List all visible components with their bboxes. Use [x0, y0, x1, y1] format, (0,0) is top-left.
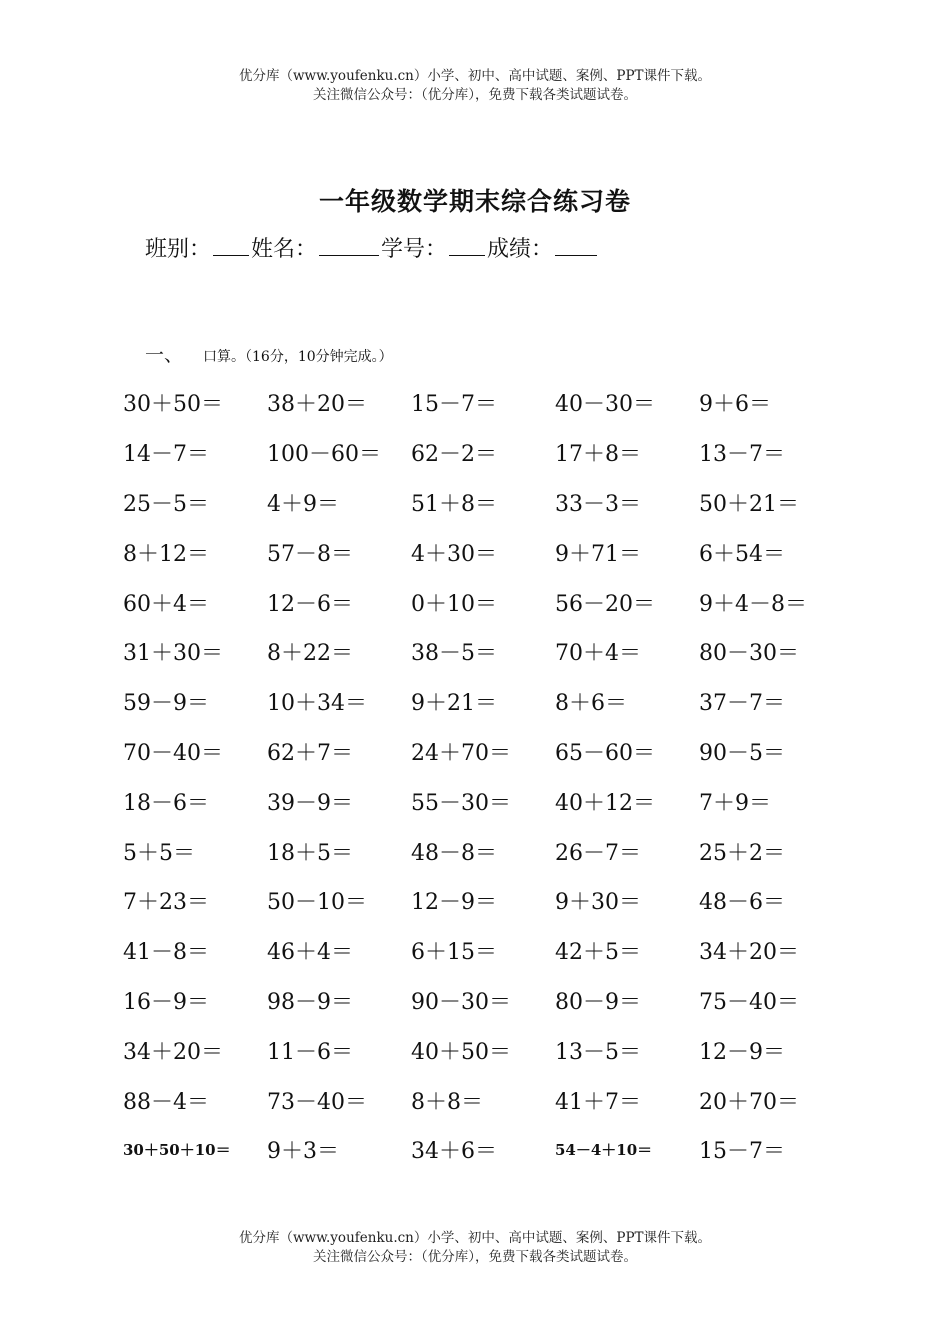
problem-row [123, 727, 843, 777]
arithmetic-problem: 33－3＝ [555, 491, 641, 517]
arithmetic-problem: 60＋4＝ [123, 591, 209, 617]
arithmetic-problem: 24＋70＝ [411, 740, 511, 766]
arithmetic-problem: 18＋5＝ [267, 840, 353, 866]
arithmetic-problem: 30＋50＋10＝ [123, 1141, 231, 1160]
problem-row [123, 378, 843, 428]
student-info-row [145, 232, 599, 263]
arithmetic-problem: 54－4＋10＝ [555, 1141, 653, 1160]
arithmetic-problem: 34＋20＝ [123, 1039, 223, 1065]
arithmetic-problem: 80－30＝ [699, 641, 799, 667]
arithmetic-problem: 25＋2＝ [699, 840, 785, 866]
number-label: 学号： [381, 237, 448, 262]
arithmetic-problem: 12－9＝ [699, 1039, 785, 1065]
arithmetic-problem: 41＋7＝ [555, 1089, 641, 1115]
arithmetic-problem: 34＋6＝ [411, 1139, 497, 1165]
arithmetic-problem: 13－7＝ [699, 442, 785, 468]
arithmetic-problem: 51＋8＝ [411, 491, 497, 517]
problem-row [123, 826, 843, 876]
arithmetic-problem: 56－20＝ [555, 591, 655, 617]
footer-banner-line-1: 优分库（www.youfenku.cn）小学、初中、高中试题、案例、PPT课件下载。 [238, 1230, 712, 1246]
arithmetic-problem: 40＋12＝ [555, 790, 655, 816]
arithmetic-problem: 34＋20＝ [699, 940, 799, 966]
arithmetic-problem: 70－40＝ [123, 740, 223, 766]
arithmetic-problem: 0＋10＝ [411, 591, 497, 617]
arithmetic-problem: 9＋71＝ [555, 541, 641, 567]
arithmetic-problem: 90－5＝ [699, 740, 785, 766]
section-heading [145, 340, 393, 367]
arithmetic-problem: 25－5＝ [123, 491, 209, 517]
section-description: 口算。（16分，10分钟完成。） [203, 349, 393, 365]
arithmetic-problem: 4＋9＝ [267, 491, 339, 517]
arithmetic-problem: 55－30＝ [411, 790, 511, 816]
arithmetic-problem: 7＋23＝ [123, 890, 209, 916]
problem-row [123, 1075, 843, 1125]
arithmetic-problem: 11－6＝ [267, 1039, 353, 1065]
arithmetic-problem: 12－9＝ [411, 890, 497, 916]
problem-row [123, 876, 843, 926]
problem-row [123, 428, 843, 478]
arithmetic-problem: 14－7＝ [123, 442, 209, 468]
arithmetic-problem: 6＋15＝ [411, 940, 497, 966]
arithmetic-problem: 9＋4－8＝ [699, 591, 807, 617]
problem-row [123, 776, 843, 826]
arithmetic-problem: 15－7＝ [411, 392, 497, 418]
arithmetic-problem: 40＋50＝ [411, 1039, 511, 1065]
arithmetic-problem: 5＋5＝ [123, 840, 195, 866]
arithmetic-problem: 75－40＝ [699, 989, 799, 1015]
arithmetic-problem: 62＋7＝ [267, 740, 353, 766]
arithmetic-problem: 73－40＝ [267, 1089, 367, 1115]
arithmetic-problem: 26－7＝ [555, 840, 641, 866]
problem-row [123, 577, 843, 627]
arithmetic-problem: 62－2＝ [411, 442, 497, 468]
arithmetic-problem: 30＋50＝ [123, 392, 223, 418]
arithmetic-problem: 8＋6＝ [555, 691, 627, 717]
arithmetic-problem: 8＋12＝ [123, 541, 209, 567]
arithmetic-problem: 13－5＝ [555, 1039, 641, 1065]
problem-grid [123, 378, 843, 1175]
page-title: 一年级数学期末综合练习卷 [318, 187, 631, 216]
number-blank[interactable] [449, 233, 485, 256]
problem-row [123, 627, 843, 677]
arithmetic-problem: 50＋21＝ [699, 491, 799, 517]
arithmetic-problem: 7＋9＝ [699, 790, 771, 816]
arithmetic-problem: 48－8＝ [411, 840, 497, 866]
arithmetic-problem: 38＋20＝ [267, 392, 367, 418]
header-banner-line-1: 优分库（www.youfenku.cn）小学、初中、高中试题、案例、PPT课件下载。 [238, 68, 712, 84]
arithmetic-problem: 38－5＝ [411, 641, 497, 667]
arithmetic-problem: 8＋22＝ [267, 641, 353, 667]
problem-row [123, 527, 843, 577]
problem-row [123, 976, 843, 1026]
class-blank[interactable] [213, 233, 249, 256]
arithmetic-problem: 80－9＝ [555, 989, 641, 1015]
arithmetic-problem: 9＋21＝ [411, 691, 497, 717]
name-label: 姓名： [251, 237, 318, 262]
footer-banner-line-2: 关注微信公众号：（优分库），免费下载各类试题试卷。 [313, 1249, 637, 1265]
problem-row [123, 926, 843, 976]
arithmetic-problem: 16－9＝ [123, 989, 209, 1015]
header-banner [0, 67, 950, 105]
arithmetic-problem: 17＋8＝ [555, 442, 641, 468]
score-blank[interactable] [555, 233, 597, 256]
arithmetic-problem: 70＋4＝ [555, 641, 641, 667]
arithmetic-problem: 9＋6＝ [699, 392, 771, 418]
arithmetic-problem: 18－6＝ [123, 790, 209, 816]
section-number: 一、 [145, 344, 184, 366]
problem-row [123, 1025, 843, 1075]
problem-row [123, 677, 843, 727]
arithmetic-problem: 42＋5＝ [555, 940, 641, 966]
arithmetic-problem: 10＋34＝ [267, 691, 367, 717]
arithmetic-problem: 59－9＝ [123, 691, 209, 717]
arithmetic-problem: 9＋3＝ [267, 1139, 339, 1165]
footer-banner [0, 1229, 950, 1267]
arithmetic-problem: 41－8＝ [123, 940, 209, 966]
arithmetic-problem: 37－7＝ [699, 691, 785, 717]
arithmetic-problem: 57－8＝ [267, 541, 353, 567]
class-label: 班别： [145, 237, 212, 262]
arithmetic-problem: 20＋70＝ [699, 1089, 799, 1115]
arithmetic-problem: 46＋4＝ [267, 940, 353, 966]
arithmetic-problem: 48－6＝ [699, 890, 785, 916]
problem-row [123, 1125, 843, 1175]
arithmetic-problem: 39－9＝ [267, 790, 353, 816]
name-blank[interactable] [319, 233, 379, 256]
arithmetic-problem: 100－60＝ [267, 442, 381, 468]
problem-row [123, 478, 843, 528]
arithmetic-problem: 40－30＝ [555, 392, 655, 418]
arithmetic-problem: 65－60＝ [555, 740, 655, 766]
arithmetic-problem: 12－6＝ [267, 591, 353, 617]
arithmetic-problem: 4＋30＝ [411, 541, 497, 567]
arithmetic-problem: 9＋30＝ [555, 890, 641, 916]
arithmetic-problem: 8＋8＝ [411, 1089, 483, 1115]
arithmetic-problem: 88－4＝ [123, 1089, 209, 1115]
header-banner-line-2: 关注微信公众号：（优分库），免费下载各类试题试卷。 [313, 87, 637, 103]
arithmetic-problem: 31＋30＝ [123, 641, 223, 667]
score-label: 成绩： [487, 237, 554, 262]
arithmetic-problem: 90－30＝ [411, 989, 511, 1015]
arithmetic-problem: 6＋54＝ [699, 541, 785, 567]
arithmetic-problem: 50－10＝ [267, 890, 367, 916]
arithmetic-problem: 15－7＝ [699, 1139, 785, 1165]
arithmetic-problem: 98－9＝ [267, 989, 353, 1015]
